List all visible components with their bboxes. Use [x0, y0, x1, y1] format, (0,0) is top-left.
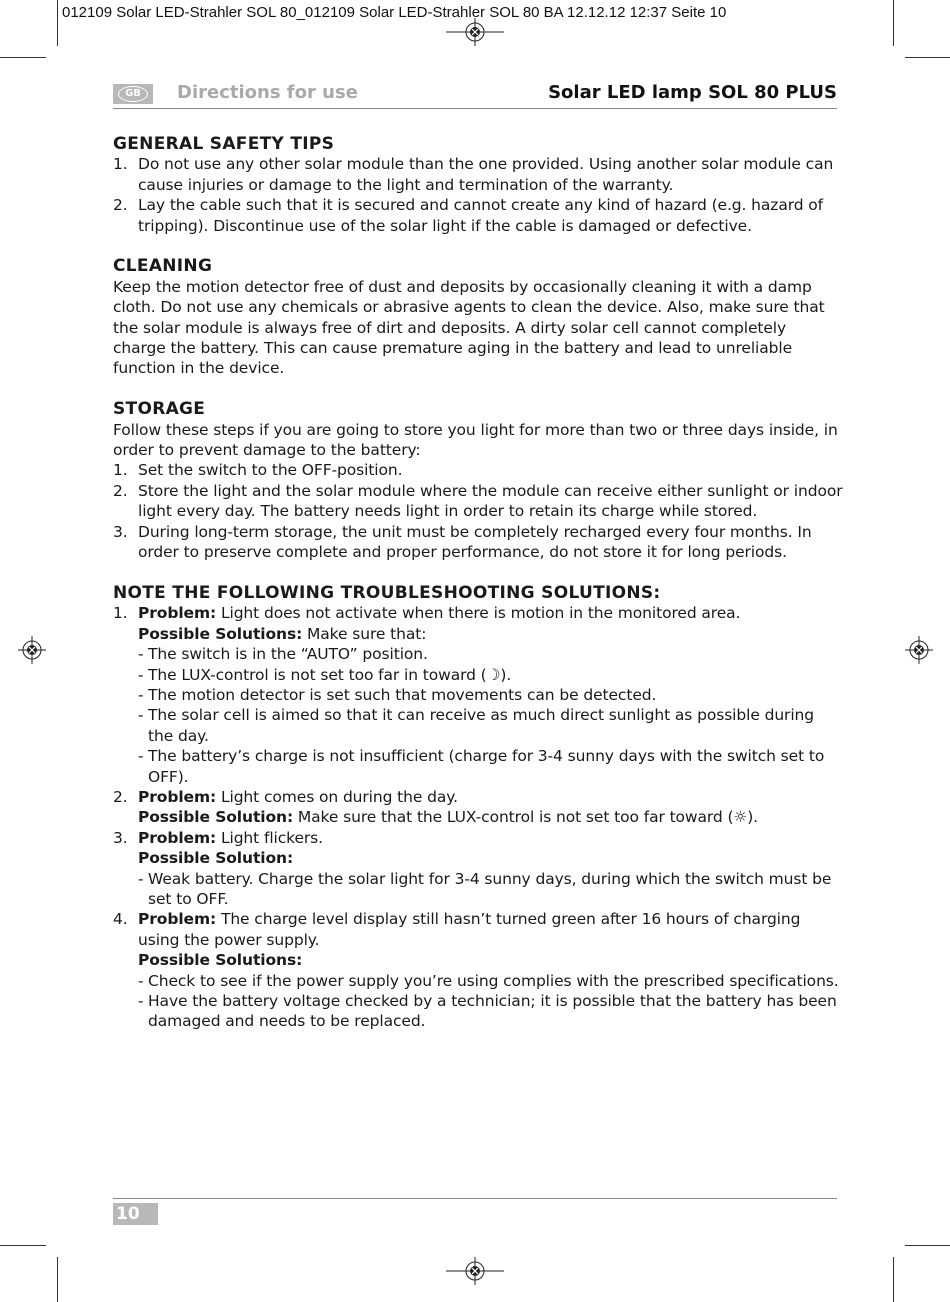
problem-label: Problem: — [138, 828, 217, 847]
solution-line — [138, 848, 843, 868]
list-item — [113, 522, 843, 563]
section-label: Directions for use — [177, 82, 358, 103]
bullet-text: The LUX-control is not set too far in toward (☽). — [148, 665, 512, 684]
item-number: 1. — [113, 155, 128, 174]
section-troubleshooting — [113, 583, 843, 1032]
problem-label: Problem: — [138, 787, 217, 806]
bullet-text: The battery’s charge is not insufficient (charge for 3-4 sunny days with the switch set to OFF). — [148, 747, 825, 786]
item-number: 2. — [113, 196, 128, 215]
section-safety — [113, 134, 843, 236]
section-heading: NOTE THE FOLLOWING TROUBLESHOOTING SOLUTIONS: — [113, 582, 661, 603]
item-text: During long-term storage, the unit must be completely recharged every four months. In order to preserve complete and proper performance, do not store it for long periods. — [138, 522, 812, 562]
bullet-item: - The motion detector is set such that movements can be detected. — [138, 685, 657, 704]
document-body — [113, 134, 843, 1052]
bullet-item: - The battery’s charge is not insufficient (charge for 3-4 sunny days with the switch set to OFF). — [138, 747, 825, 786]
crop-mark — [57, 1257, 58, 1302]
item-text: Do not use any other solar module than the one provided. Using another solar module can cause injuries or damage to the light and termination of the warranty. — [138, 155, 834, 194]
numbered-list — [113, 603, 843, 1032]
bullet-item: - Have the battery voltage checked by a technician; it is possible that the battery has been damaged and needs to be replaced. — [138, 992, 837, 1031]
list-item — [113, 154, 843, 195]
problem-label: Problem: — [138, 910, 217, 929]
item-number: 1. — [113, 461, 128, 480]
numbered-list — [113, 154, 843, 236]
solution-label: Possible Solution: — [138, 808, 294, 827]
registration-mark-icon — [446, 18, 504, 46]
crop-mark — [905, 57, 950, 58]
crop-mark — [893, 1257, 894, 1302]
registration-mark-icon — [446, 1257, 504, 1285]
list-item — [113, 481, 843, 522]
problem-line — [138, 909, 843, 950]
paragraph: Keep the motion detector free of dust and deposits by occasionally cleaning it with a damp cloth. Do not use any chemicals or abrasive agents to clean the device. Also, make sure that the solar module is always free of dirt and deposits. A dirty solar cell cannot completely charge the battery. This can cause premature aging in the battery and lead to unreliable function in the device. — [113, 277, 825, 378]
language-badge-label: GB — [118, 86, 148, 102]
section-heading: GENERAL SAFETY TIPS — [113, 134, 335, 154]
bullet-item: - Check to see if the power supply you’re using complies with the prescribed specifications. — [138, 971, 839, 990]
bullet-text: Check to see if the power supply you’re using complies with the prescribed specifications. — [148, 971, 839, 990]
page-number: 10 — [113, 1203, 158, 1225]
section-heading: CLEANING — [113, 256, 213, 277]
problem-line — [138, 787, 843, 807]
item-number: 4. — [113, 910, 128, 929]
bullet-item: - Weak battery. Charge the solar light for 3-4 sunny days, during which the switch must be set to OFF. — [138, 869, 832, 908]
crop-mark — [0, 57, 46, 58]
solution-line — [138, 807, 843, 827]
product-title: Solar LED lamp SOL 80 PLUS — [548, 82, 837, 103]
list-item — [113, 828, 843, 910]
print-slug: 012109 Solar LED-Strahler SOL 80_012109 Solar LED-Strahler SOL 80 BA 12.12.12 12:37 Seite 10 — [62, 4, 727, 21]
bullet-item: - The LUX-control is not set too far in toward (☽). — [138, 665, 512, 684]
section-cleaning — [113, 256, 843, 378]
crop-mark — [57, 0, 58, 46]
section-storage — [113, 399, 843, 562]
solution-label: Possible Solutions: — [138, 951, 303, 970]
problem-text: The charge level display still hasn’t turned green after 16 hours of charging using the power supply. — [138, 910, 801, 949]
list-item — [113, 460, 843, 480]
solution-label: Possible Solution: — [138, 849, 294, 868]
item-text: Set the switch to the OFF-position. — [138, 461, 403, 480]
crop-mark — [893, 0, 894, 46]
bullet-item: - The solar cell is aimed so that it can receive as much direct sunlight as possible during the day. — [138, 706, 815, 745]
list-item — [113, 195, 843, 236]
list-item — [113, 787, 843, 828]
bullet-text: The solar cell is aimed so that it can receive as much direct sunlight as possible during the day. — [148, 706, 815, 745]
bullet-text: The switch is in the “AUTO” position. — [148, 645, 428, 664]
item-number: 3. — [113, 828, 128, 847]
problem-text: Light does not activate when there is motion in the monitored area. — [216, 604, 741, 623]
problem-line — [138, 603, 843, 623]
bullet-text: Have the battery voltage checked by a technician; it is possible that the battery has been damaged and needs to be replaced. — [148, 992, 837, 1031]
list-item — [113, 909, 843, 1031]
solution-label: Possible Solutions: — [138, 624, 303, 643]
item-number: 2. — [113, 481, 128, 500]
crop-mark — [0, 1245, 46, 1246]
paragraph: Follow these steps if you are going to store you light for more than two or three days inside, in order to prevent damage to the battery: — [113, 420, 838, 460]
page-header — [113, 82, 837, 109]
page-footer — [113, 1198, 837, 1224]
registration-mark-icon — [18, 636, 46, 664]
numbered-list — [113, 460, 843, 562]
problem-text: Light comes on during the day. — [216, 787, 458, 806]
problem-line — [138, 828, 843, 848]
solution-line — [138, 624, 843, 644]
language-badge — [113, 84, 153, 104]
list-item — [113, 603, 843, 787]
problem-label: Problem: — [138, 604, 217, 623]
crop-mark — [905, 1245, 950, 1246]
bullet-text: The motion detector is set such that movements can be detected. — [148, 685, 657, 704]
problem-text: Light flickers. — [216, 828, 323, 847]
solution-text: Make sure that: — [302, 624, 427, 643]
solution-text: Make sure that the LUX-control is not set too far toward (☼). — [293, 808, 758, 827]
registration-mark-icon — [905, 636, 933, 664]
item-number: 3. — [113, 522, 128, 541]
item-text: Lay the cable such that it is secured and cannot create any kind of hazard (e.g. hazard of tripping). Discontinue use of the solar light if the cable is damaged or defective. — [138, 196, 824, 235]
bullet-item: - The switch is in the “AUTO” position. — [138, 645, 428, 664]
bullet-text: Weak battery. Charge the solar light for 3-4 sunny days, during which the switch must be set to OFF. — [148, 869, 832, 908]
item-number: 2. — [113, 787, 128, 806]
solution-line — [138, 950, 843, 970]
item-number: 1. — [113, 604, 128, 623]
section-heading: STORAGE — [113, 399, 206, 420]
item-text: Store the light and the solar module where the module can receive either sunlight or indoor light every day. The battery needs light in order to retain its charge while stored. — [138, 481, 843, 521]
